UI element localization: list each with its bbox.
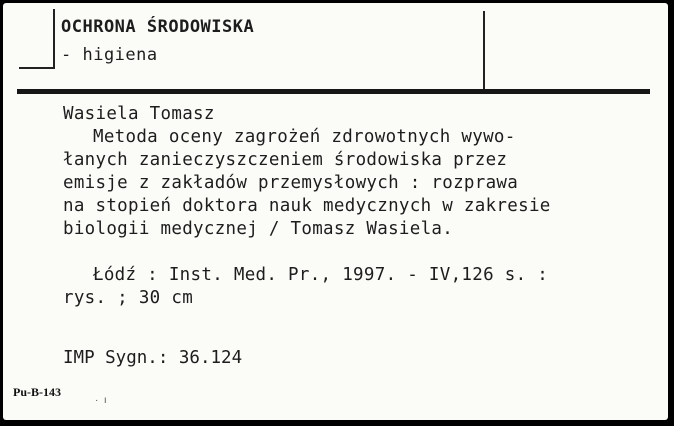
imprint-line: Łódź : Inst. Med. Pr., 1997. - IV,126 s. :	[93, 265, 549, 285]
title-line: emisje z zakładów przemysłowych : rozprawa	[63, 173, 519, 193]
subject-subheading: - higiena	[61, 45, 158, 65]
subject-heading: OCHRONA ŚRODOWISKA	[61, 17, 255, 37]
ink-marks: · ı	[95, 395, 107, 406]
imprint-line: rys. ; 30 cm	[63, 288, 194, 308]
library-stamp: Pu-B-143	[13, 385, 61, 399]
author-line: Wasiela Tomasz	[63, 104, 215, 124]
title-line: Metoda oceny zagrożeń zdrowotnych wywo-	[93, 127, 516, 147]
title-line: na stopień doktora nauk medycznych w zakresie	[63, 196, 551, 216]
call-number: IMP Sygn.: 36.124	[63, 348, 243, 368]
title-line: łanych zanieczyszczeniem środowiska przez	[63, 150, 508, 170]
catalog-card	[3, 3, 668, 420]
heading-divider-line	[483, 11, 485, 89]
heavy-rule	[17, 89, 650, 94]
title-line: biologii medycznej / Tomasz Wasiela.	[63, 219, 454, 239]
heading-bracket-line	[53, 9, 55, 69]
heading-bracket-line	[19, 67, 55, 69]
